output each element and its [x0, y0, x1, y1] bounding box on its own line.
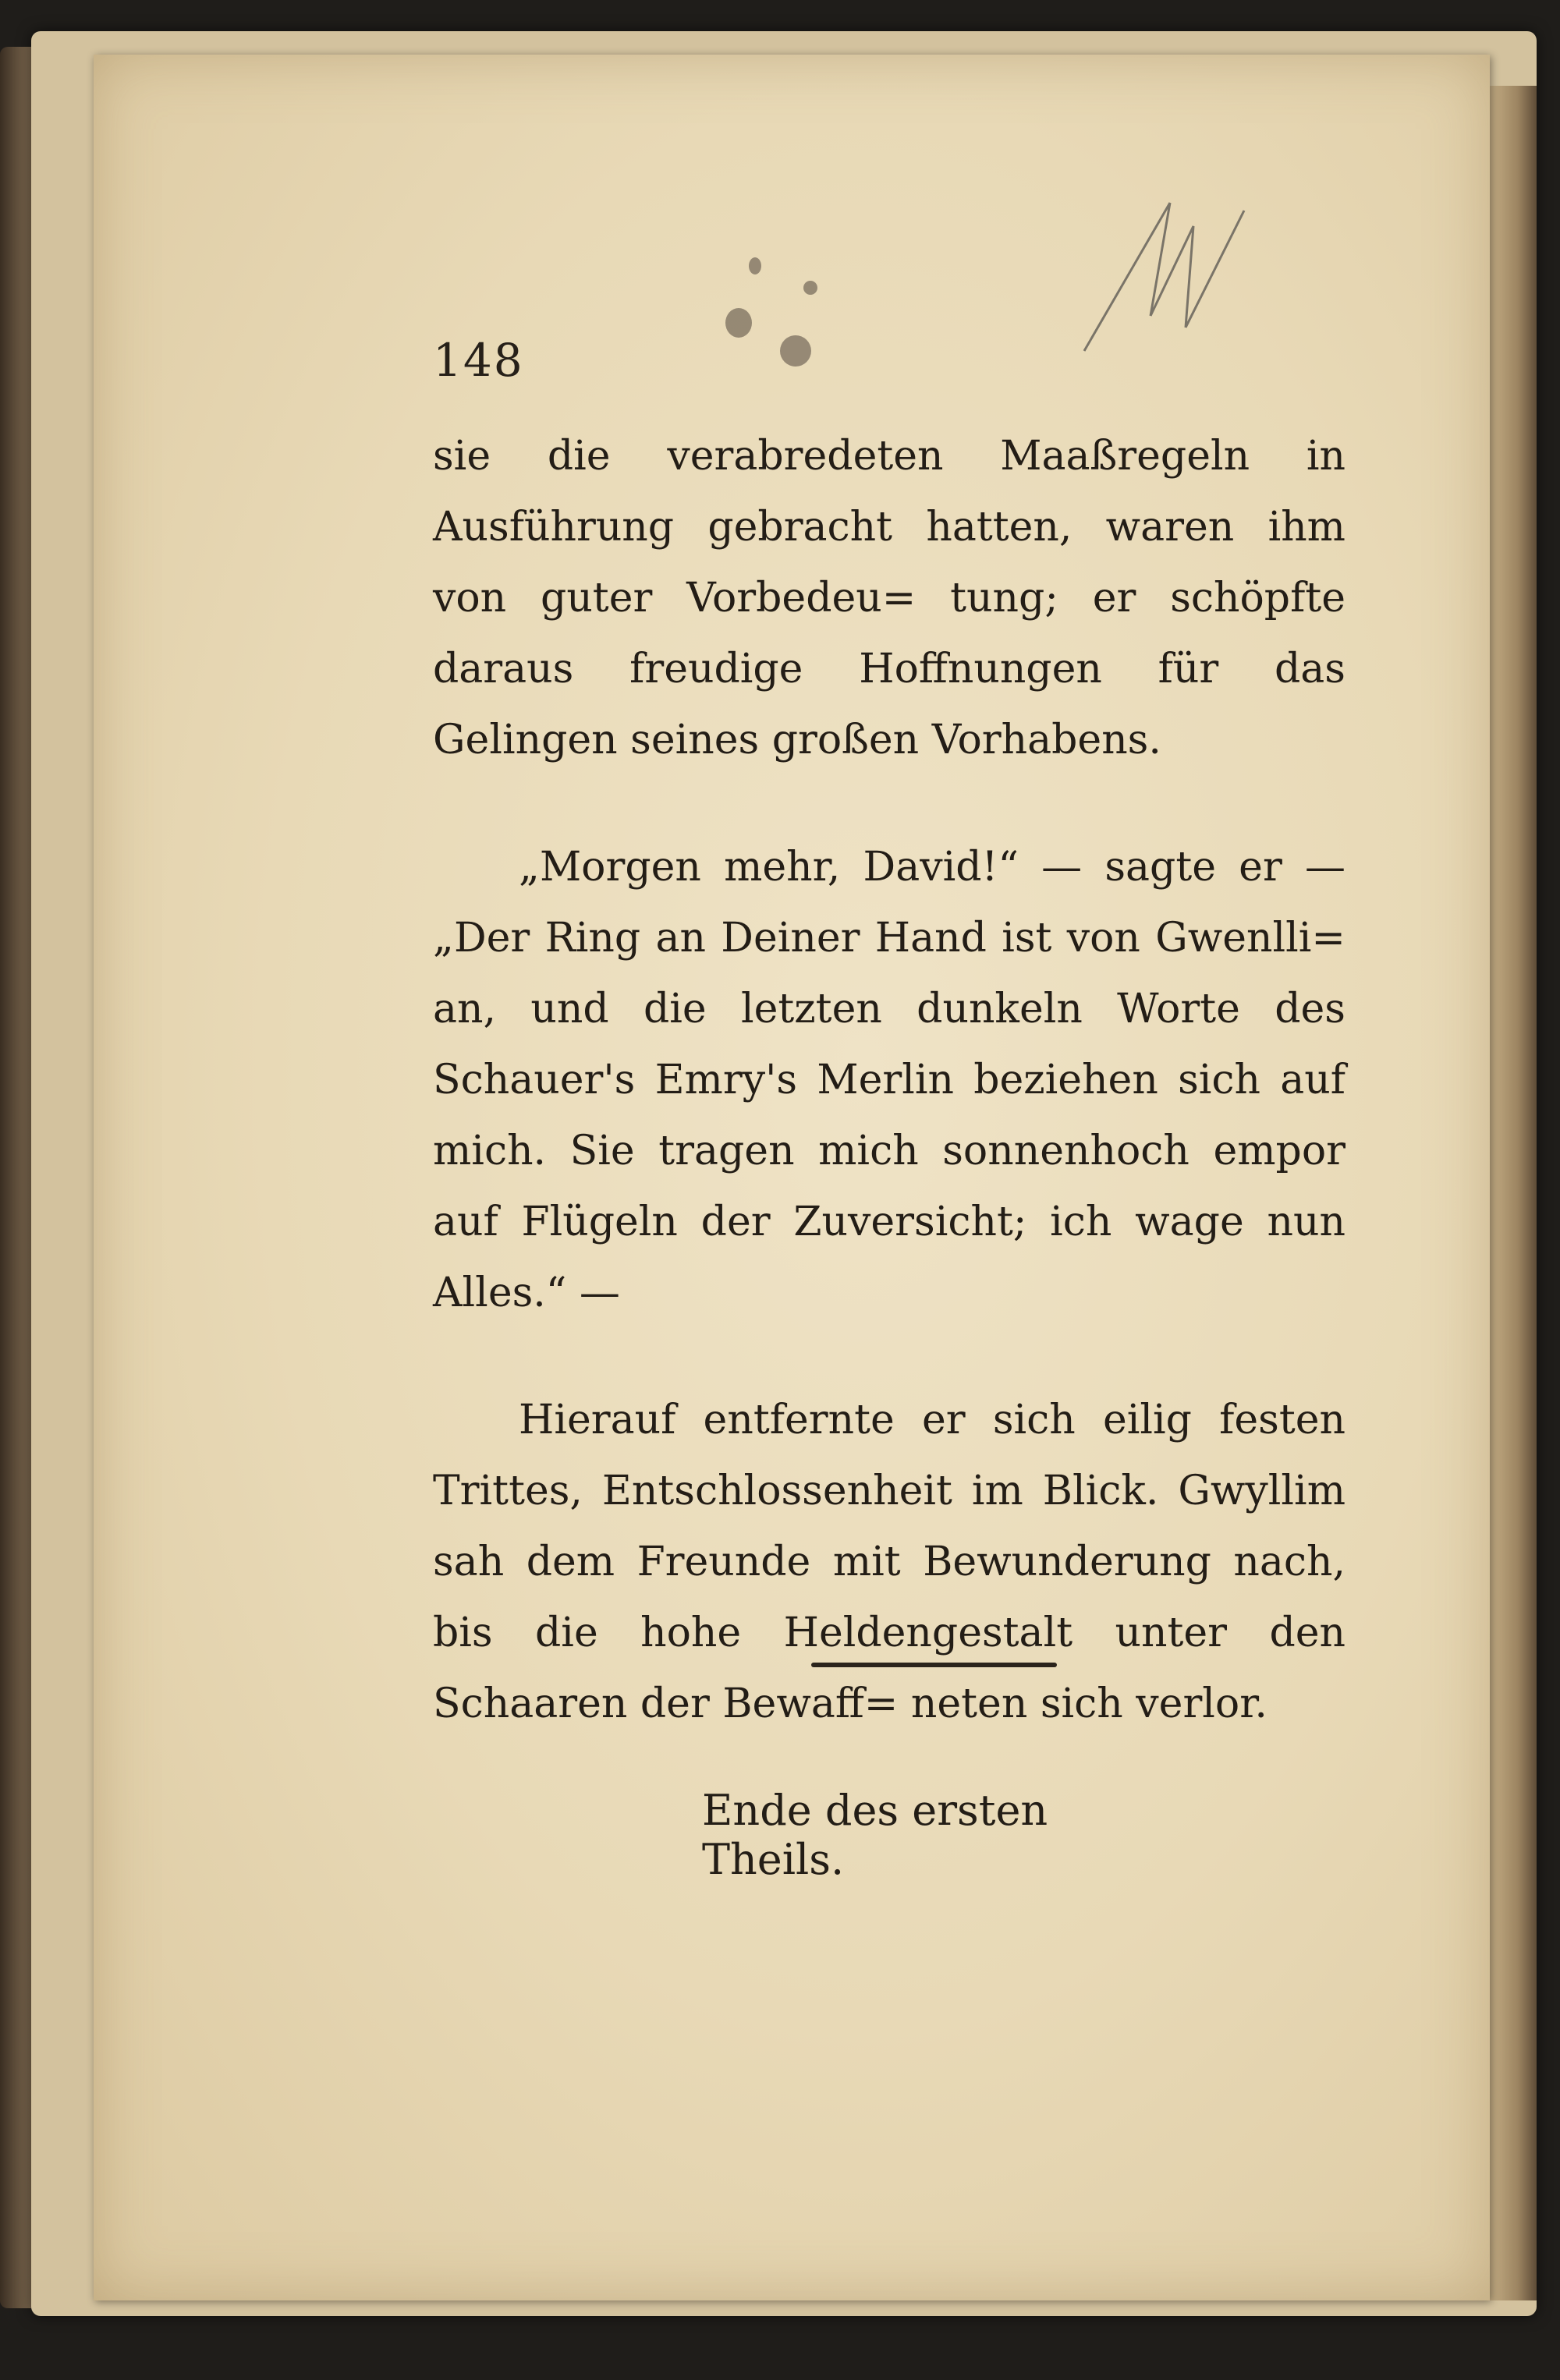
paragraph: sie die verabredeten Maaßregeln in Ausführung gebracht hatten, waren ihm von guter Vorbedeu= tung; er schöpfte daraus freudige Hoffnungen für das Gelingen seines großen Vorhabens. — [433, 433, 1346, 763]
section-divider — [811, 1663, 1057, 1667]
ink-stain — [725, 308, 752, 338]
pencil-annotation — [1076, 179, 1256, 359]
page-fore-edge — [1490, 86, 1537, 2300]
ink-stain — [803, 281, 817, 295]
ink-stain — [780, 335, 811, 367]
body-text — [433, 421, 1346, 1740]
page-number: 148 — [433, 334, 524, 387]
paragraph: Hierauf entfernte er sich eilig festen Trittes, Entschlossenheit im Blick. Gwyllim sah dem Freunde mit Bewunderung nach, bis die hohe Heldengestalt unter den Schaaren der Bewaff= neten sich verlor. — [433, 1397, 1346, 1727]
end-of-part-note: Ende des ersten Theils. — [702, 1786, 1048, 1884]
ink-stain — [749, 257, 761, 274]
paragraph: „Morgen mehr, David!“ — sagte er — „Der Ring an Deiner Hand ist von Gwenlli= an, und die letzten dunkeln Worte des Schauer's Emry's Merlin beziehen sich auf mich. Sie tragen mich sonnenhoch empor auf Flügeln der Zuversicht; ich wage nun Alles.“ — — [433, 844, 1346, 1316]
